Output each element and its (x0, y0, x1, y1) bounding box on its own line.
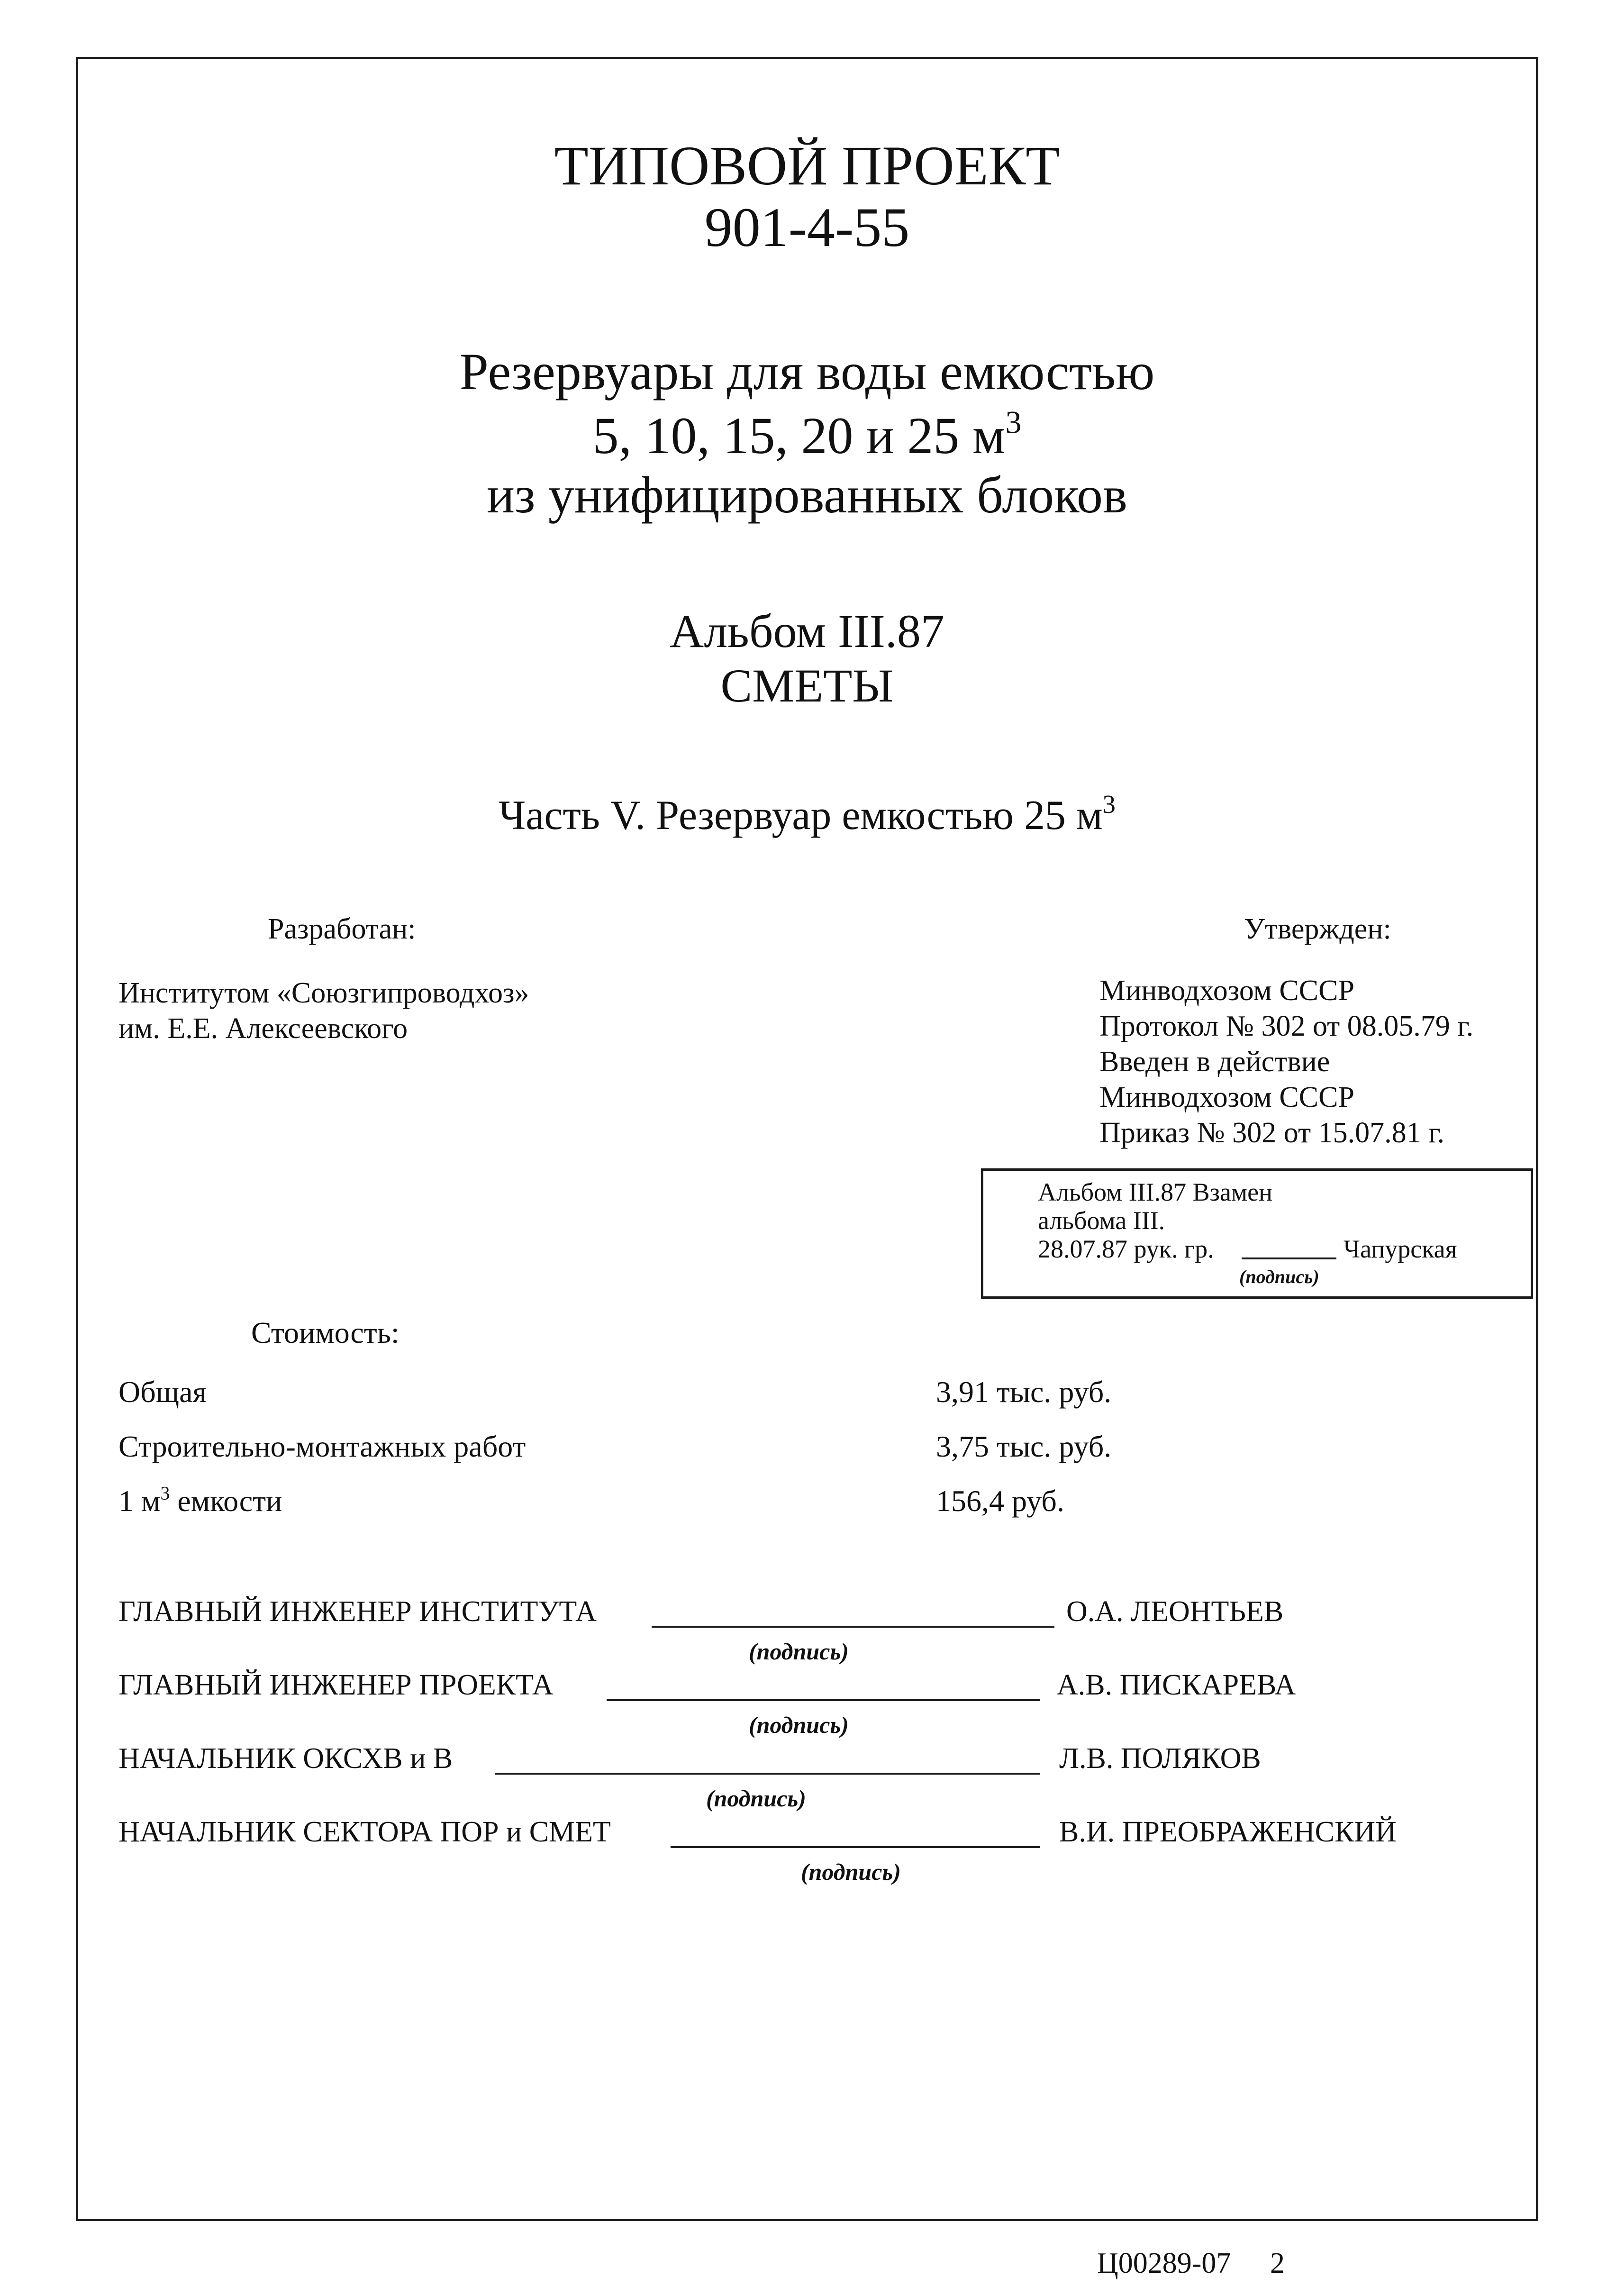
cost-label: Стоимость: (251, 1316, 399, 1349)
approved-line-2: Протокол № 302 от 08.05.79 г. (1099, 1010, 1474, 1042)
replacement-stamp (981, 1168, 1533, 1299)
stamp-signer-name: Чапурская (1344, 1235, 1457, 1263)
cost-row-construction-value: 3,75 тыс. руб. (936, 1430, 1112, 1463)
signature-role-2: ГЛАВНЫЙ ИНЖЕНЕР ПРОЕКТА (118, 1669, 554, 1701)
signature-line-1 (652, 1626, 1054, 1628)
signature-name-2: А.В. ПИСКАРЕВА (1057, 1669, 1296, 1701)
album-type: СМЕТЫ (720, 659, 894, 712)
signature-name-3: Л.В. ПОЛЯКОВ (1059, 1742, 1261, 1775)
cost-row-total-value: 3,91 тыс. руб. (936, 1375, 1112, 1409)
document-code: Ц00289-07 (1097, 2247, 1231, 2279)
signature-role-4: НАЧАЛЬНИК СЕКТОРА ПОР и СМЕТ (118, 1816, 611, 1848)
stamp-line-3-prefix: 28.07.87 рук. гр. (1038, 1235, 1214, 1263)
approved-line-3: Введен в действие (1099, 1046, 1330, 1078)
subject-line-1: Резервуары для воды емкостью (459, 343, 1155, 401)
signature-line-3 (495, 1773, 1040, 1775)
signature-role-1: ГЛАВНЫЙ ИНЖЕНЕР ИНСТИТУТА (118, 1595, 597, 1628)
signature-caption-3: (подпись) (706, 1785, 806, 1812)
cost-row-per-m3-value: 156,4 руб. (936, 1484, 1064, 1518)
signature-name-4: В.И. ПРЕОБРАЖЕНСКИЙ (1059, 1816, 1397, 1848)
signature-line-4 (671, 1846, 1040, 1848)
approved-line-1: Минводхозом СССР (1099, 975, 1354, 1007)
stamp-signature-line (1242, 1257, 1336, 1259)
developer-line-1: Институтом «Союзгипроводхоз» (118, 977, 529, 1009)
signature-role-3: НАЧАЛЬНИК ОКСХВ и В (118, 1742, 453, 1775)
project-number: 901-4-55 (704, 196, 910, 258)
developer-line-2: им. Е.Е. Алексеевского (118, 1012, 408, 1045)
approved-label: Утвержден: (1244, 913, 1391, 945)
approved-line-5: Приказ № 302 от 15.07.81 г. (1099, 1117, 1445, 1149)
part-title: Часть V. Резервуар емкостью 25 $м^3$ (499, 790, 1116, 838)
album-name: Альбом III.87 (670, 605, 944, 657)
signature-name-1: О.А. ЛЕОНТЬЕВ (1066, 1595, 1284, 1628)
subject-line-3: из унифицированных блоков (487, 466, 1127, 524)
signature-caption-1: (подпись) (749, 1638, 849, 1665)
stamp-line-2: альбома III. (1038, 1206, 1165, 1235)
subject-line-2: 5, 10, 15, 20 и 25 $м^3$ (592, 404, 1022, 465)
approved-line-4: Минводхозом СССР (1099, 1081, 1354, 1113)
signature-caption-2: (подпись) (749, 1712, 849, 1738)
signature-line-2 (607, 1699, 1040, 1701)
developed-label: Разработан: (268, 913, 416, 945)
doc-title: ТИПОВОЙ ПРОЕКТ (554, 135, 1060, 197)
page-number: 2 (1270, 2247, 1285, 2279)
cost-row-per-m3-name: 1 $м^3$ емкости (118, 1483, 282, 1518)
stamp-line-1: Альбом III.87 Взамен (1038, 1178, 1272, 1206)
cost-row-total-name: Общая (118, 1375, 207, 1409)
cost-row-construction-name: Строительно-монтажных работ (118, 1430, 526, 1463)
stamp-signature-caption: (подпись) (1239, 1266, 1319, 1287)
signature-caption-4: (подпись) (801, 1859, 901, 1885)
